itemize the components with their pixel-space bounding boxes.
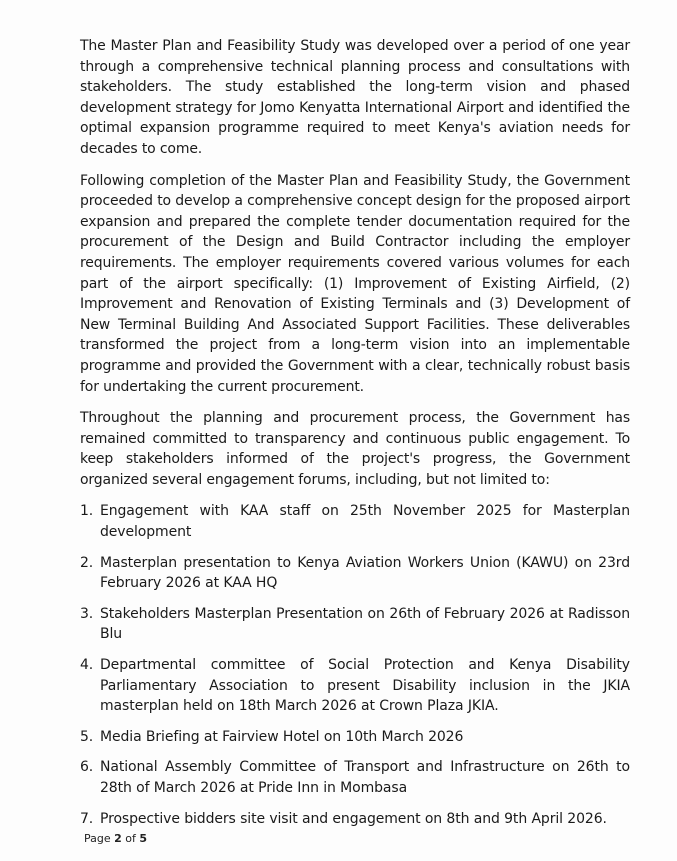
- list-item: [80, 655, 630, 717]
- list-item-text: Departmental committee of Social Protection and Kenya Disability Parliamentary Association to present Disability inclusion in the JKIA masterplan held on 18th March 2026 at Crown Plaza JKIA.: [100, 657, 630, 715]
- list-item-text: National Assembly Committee of Transport and Infrastructure on 26th to 28th of March 2026 at Pride Inn in Mombasa: [100, 759, 630, 796]
- of-label: of: [125, 832, 136, 845]
- page-number-footer: [84, 832, 147, 845]
- document-body: [80, 36, 630, 839]
- list-item-number: 6.: [80, 759, 94, 776]
- list-item-text: Prospective bidders site visit and engagement on 8th and 9th April 2026.: [100, 810, 607, 827]
- paragraph-concept-design: Following completion of the Master Plan and Feasibility Study, the Government proceeded to develop a comprehensive concept design for the proposed airport expansion and prepared the complete tender documentation required for the procurement of the Design and Build Contractor including the employer requirements. The employer requirements covered various volumes for each part of the airport specifically: (1) Improvement of Existing Airfield, (2) Improvement and Renovation of Existing Terminals and (3) Development of New Terminal Building And Associated Support Facilities. These deliverables transformed the project from a long-term vision into an implementable programme and provided the Government with a clear, technically robust basis for undertaking the current procurement.: [80, 172, 630, 395]
- list-item-text: Engagement with KAA staff on 25th November 2025 for Masterplan development: [100, 503, 630, 541]
- engagement-forums-list: [80, 501, 630, 829]
- paragraph-master-plan: The Master Plan and Feasibility Study was developed over a period of one year through a comprehensive technical planning process and consultations with stakeholders. The study established the long-term vision and phased development strategy for Jomo Kenyatta International Airport and identified the optimal expansion programme required to meet Kenya's aviation needs for decades to come.: [80, 38, 630, 157]
- total-pages-number: 5: [139, 832, 148, 845]
- list-item-text: Media Briefing at Fairview Hotel on 10th March 2026: [100, 728, 464, 745]
- list-item-number: 5.: [80, 728, 94, 745]
- list-item: [80, 757, 630, 798]
- page-label: Page: [84, 832, 111, 845]
- paragraph-engagement: Throughout the planning and procurement process, the Government has remained committed to transparency and continuous public engagement. To keep stakeholders informed of the project's progress, the Government organized several engagement forums, including, but not limited to:: [80, 410, 630, 488]
- list-item: [80, 727, 630, 748]
- list-item-number: 2.: [80, 554, 94, 571]
- list-item: [80, 553, 630, 594]
- list-item: [80, 604, 630, 645]
- list-item-number: 1.: [80, 503, 94, 520]
- list-item-number: 7.: [80, 810, 94, 827]
- list-item: [80, 809, 630, 830]
- list-item-number: 4.: [80, 657, 94, 674]
- list-item-text: Masterplan presentation to Kenya Aviation Workers Union (KAWU) on 23rd February 2026 at KAA HQ: [100, 554, 630, 592]
- list-item-number: 3.: [80, 605, 94, 622]
- list-item-text: Stakeholders Masterplan Presentation on 26th of February 2026 at Radisson Blu: [100, 605, 630, 643]
- current-page-number: 2: [114, 832, 122, 845]
- list-item: [80, 501, 630, 542]
